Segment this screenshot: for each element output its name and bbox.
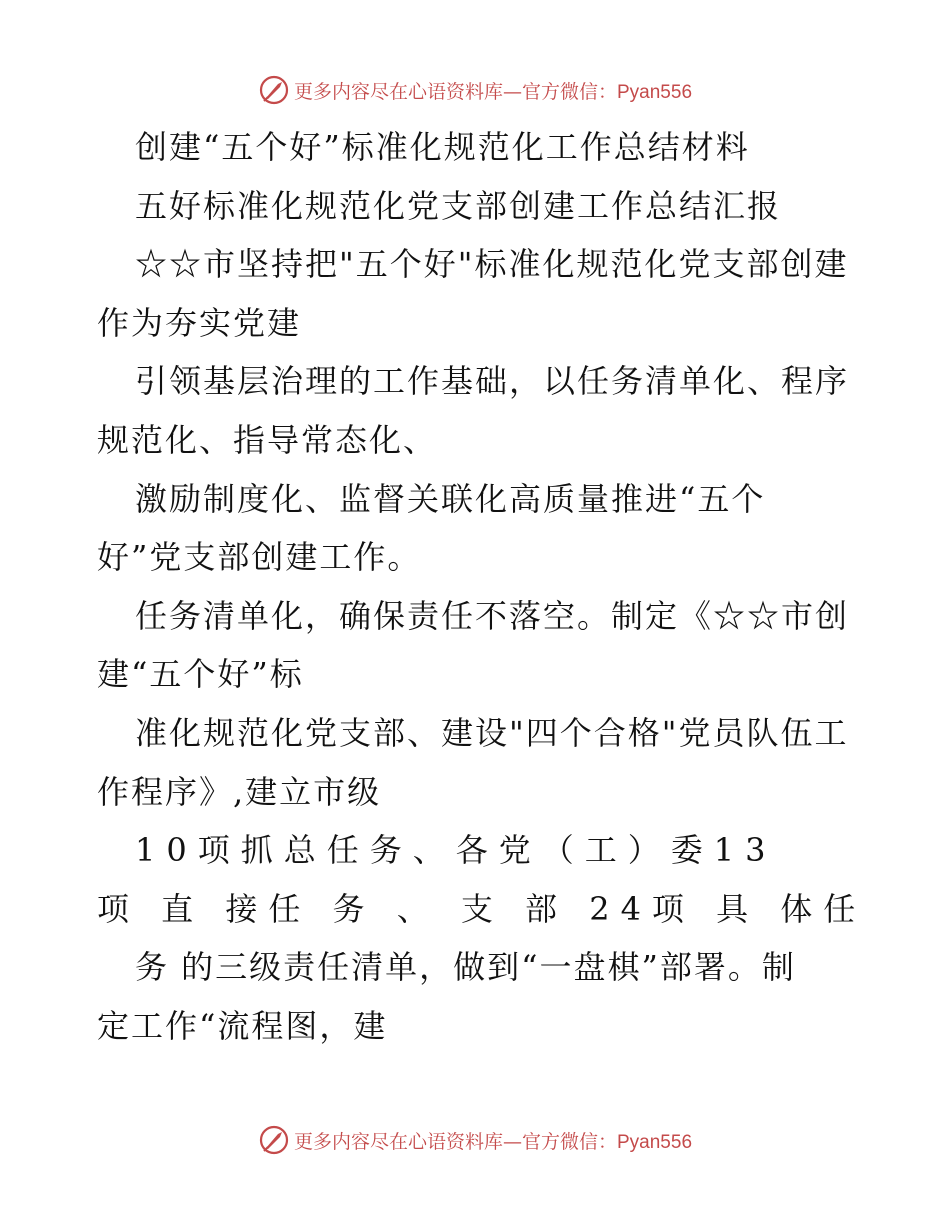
text-line: 项 直 接任 务 、 支 部 24项 具 体任 — [97, 889, 867, 928]
text-line: 作程序》,建立市级 — [97, 772, 382, 811]
quill-pen-logo-icon — [258, 1124, 290, 1156]
text-line: 建“五个好”标 — [97, 655, 304, 694]
text-line: 准化规范化党支部、建设"四个合格"党员队伍工 — [135, 713, 849, 752]
quill-pen-logo-icon — [258, 74, 290, 106]
footer-watermark — [0, 1120, 950, 1160]
watermark-text: 更多内容尽在心语资料库—官方微信：Pyan556 — [293, 1130, 693, 1153]
document-body — [97, 118, 867, 1056]
text-line: 五好标准化规范化党支部创建工作总结汇报 — [135, 186, 782, 225]
text-line: 10项抓总任务、各党（工）委13 — [135, 831, 777, 870]
text-line: 务 的三级责任清单，做到“一盘棋”部署。制 — [135, 948, 796, 987]
text-line: 规范化、指导常态化、 — [97, 420, 438, 459]
header-watermark — [0, 70, 950, 110]
text-line: 引领基层治理的工作基础，以任务清单化、程序 — [135, 362, 850, 401]
text-line: 创建“五个好”标准化规范化工作总结材料 — [135, 128, 750, 166]
text-line: 好”党支部创建工作。 — [97, 538, 422, 577]
text-line: 激励制度化、监督关联化高质量推进“五个 — [135, 479, 766, 518]
text-line: 定工作“流程图，建 — [97, 1006, 388, 1045]
text-line: 作为夯实党建 — [97, 303, 302, 342]
watermark-text: 更多内容尽在心语资料库—官方微信：Pyan556 — [293, 80, 693, 103]
text-line: 任务清单化，确保责任不落空。制定《☆☆市创 — [135, 596, 850, 635]
text-line: ☆☆市坚持把"五个好"标准化规范化党支部创建 — [135, 245, 849, 284]
